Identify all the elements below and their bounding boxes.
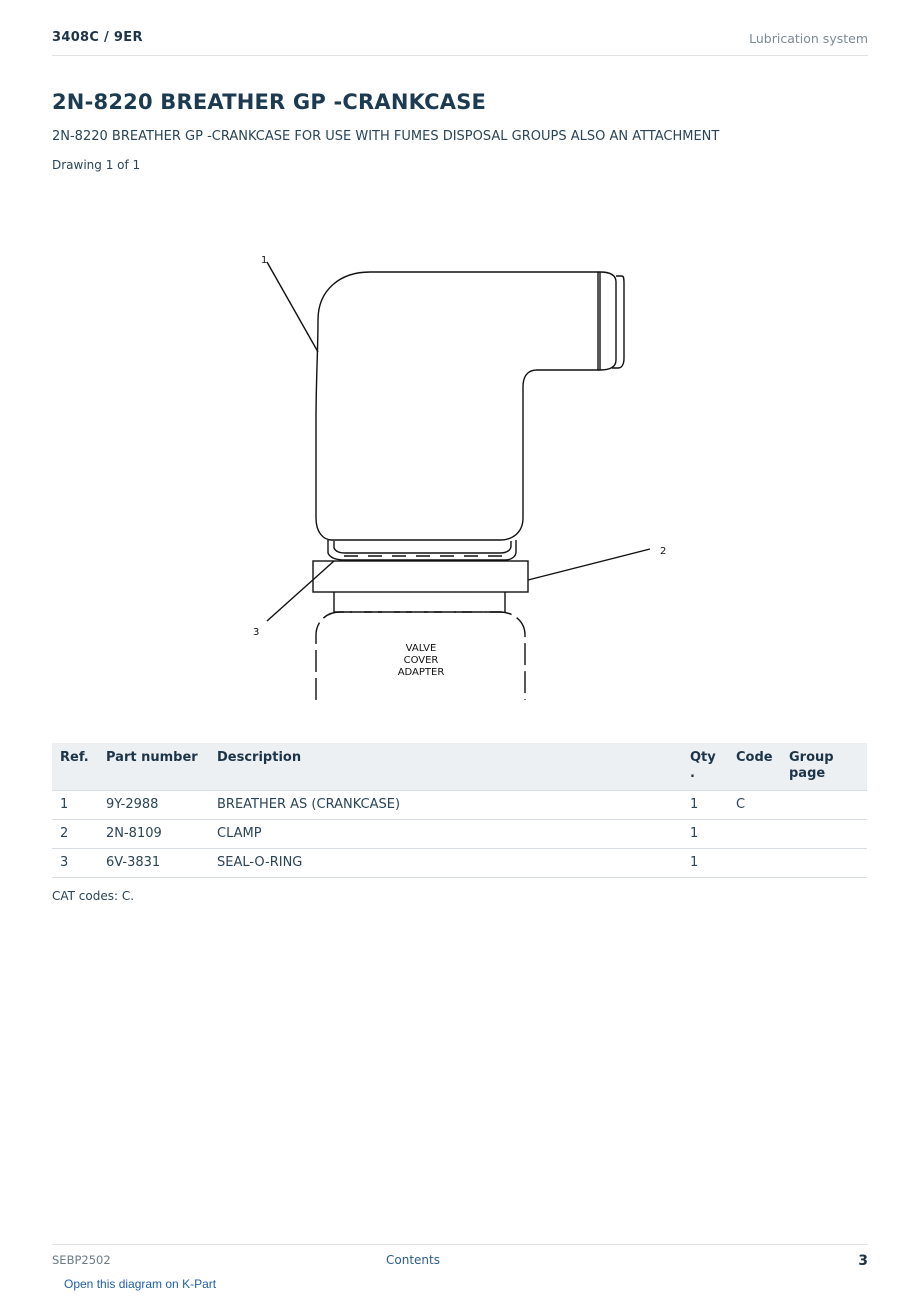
row-qty: 1 [682,820,728,849]
callout-3: 3 [253,627,260,638]
col-ref: Ref. [52,743,98,791]
row-group-page [781,820,867,849]
table-row [52,791,867,820]
page-title: 2N-8220 BREATHER GP -CRANKCASE [52,90,487,114]
row-ref: 2 [52,820,98,849]
parts-drawing [240,195,680,705]
contents-link[interactable]: Contents [386,1253,440,1267]
page-subtitle: 2N-8220 BREATHER GP -CRANKCASE FOR USE WITH FUMES DISPOSAL GROUPS ALSO AN ATTACHMENT [52,129,720,144]
page-number: 3 [858,1253,868,1269]
row-description: SEAL-O-RING [209,849,682,878]
row-ref: 3 [52,849,98,878]
parts-table [52,743,867,878]
row-group-page [781,791,867,820]
table-header-row [52,743,867,791]
cat-codes-note: CAT codes: C. [52,889,135,903]
section-label: Lubrication system [749,31,868,46]
breather-diagram [240,195,680,705]
row-group-page [781,849,867,878]
model-label: 3408C / 9ER [52,30,143,45]
breather-body [316,272,598,540]
table-row [52,849,867,878]
drawing-count: Drawing 1 of 1 [52,158,141,172]
col-group-page: Group page [781,743,867,791]
row-ref: 1 [52,791,98,820]
callout-1: 1 [261,255,268,266]
row-part-number: 2N-8109 [98,820,209,849]
row-part-number: 6V-3831 [98,849,209,878]
page-header [52,28,868,56]
row-description: CLAMP [209,820,682,849]
table-row [52,820,867,849]
row-code [728,820,781,849]
row-qty: 1 [682,849,728,878]
adapter-label-line-3: ADAPTER [397,667,445,678]
adapter-label-line-2: COVER [403,655,439,666]
row-description: BREATHER AS (CRANKCASE) [209,791,682,820]
row-code [728,849,781,878]
col-code: Code [728,743,781,791]
leader-line-2 [528,549,650,580]
col-qty: Qty . [682,743,728,791]
leader-line-1 [267,262,318,352]
leader-line-3 [267,561,334,621]
kpart-diagram-link[interactable]: Open this diagram on K-Part [64,1277,217,1291]
document-code: SEBP2502 [52,1253,111,1267]
seal-o-ring [328,540,516,560]
row-part-number: 9Y-2988 [98,791,209,820]
row-qty: 1 [682,791,728,820]
row-code: C [728,791,781,820]
col-description: Description [209,743,682,791]
clamp [313,561,528,592]
col-part-number: Part number [98,743,209,791]
adapter-label-line-1: VALVE [405,643,437,654]
callout-2: 2 [660,546,667,557]
